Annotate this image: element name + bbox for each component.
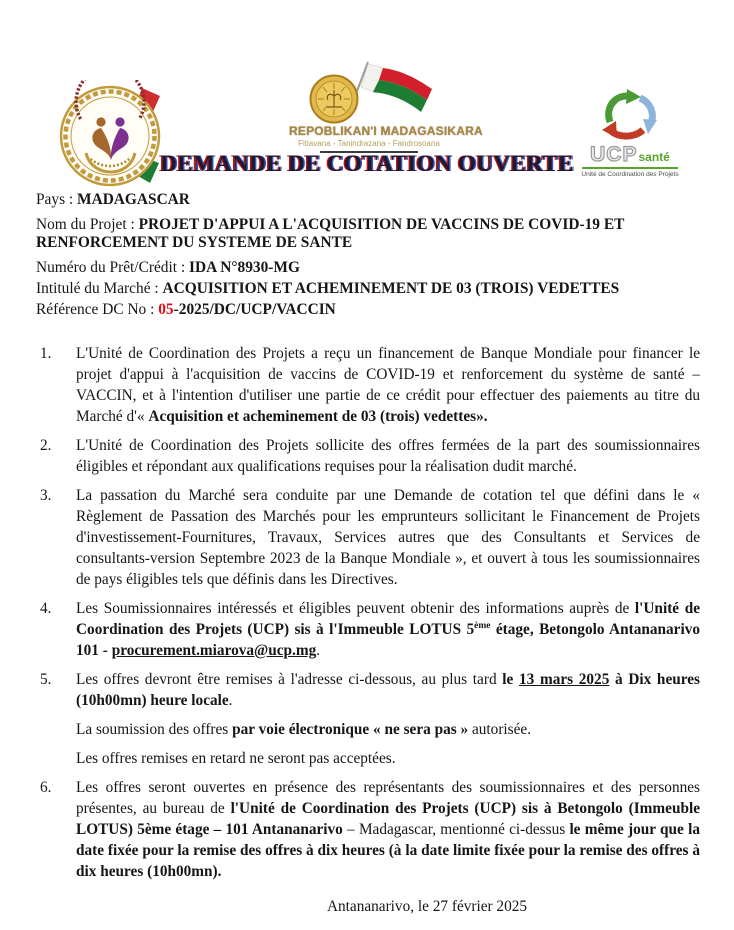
text-segment: Les Soumissionnaires intéressés et éligibles peuvent obtenir des informations auprès de (76, 600, 635, 617)
paragraph (40, 485, 700, 590)
text-segment: La soumission des offres (76, 721, 233, 738)
madagascar-seal-logo (289, 60, 483, 153)
text-segment: ACQUISITION ET ACHEMINEMENT DE 03 (TROIS) VEDETTES (162, 280, 620, 297)
paragraph-number: 6. (40, 779, 52, 796)
paragraph (40, 777, 700, 882)
ucp-acronym: UCP (590, 143, 638, 166)
text-segment: Les offres seront ouvertes en présence des représentants des soumissionnaires et des personnes présentes, au bureau de (76, 779, 700, 817)
text-segment: l'Unité de Coordination des Projets (UCP) sis à l'Immeuble LOTUS 5 (76, 600, 700, 638)
paragraph-text (76, 777, 700, 882)
text-segment: étage, Betongolo Antananarivo 101 - (76, 621, 701, 659)
paragraph-number: 1. (40, 345, 52, 362)
email-link[interactable]: procurement.miarova@ucp.mg (111, 642, 317, 659)
text-segment: le (502, 671, 519, 688)
paragraph-number: 3. (40, 487, 52, 504)
document-title: DEMANDE DE COTATION OUVERTE (160, 151, 574, 176)
text-segment: La passation du Marché sera conduite par une Demande de cotation tel que défini dans le « Règlement de Passation des Marchés pour les emprunteurs sollicitant le Financement de Projets d'investissement-Fournitures, Travaux, Services autres que des Consultants et Services de consultants-version Septembre 2023 de la Banque Mondiale », et ouvert à tous les soumissionnaires de pays éligibles tels que définis dans les Directives. (76, 487, 700, 588)
paragraph (40, 435, 700, 477)
ucp-sante-label: santé (638, 150, 670, 164)
country-name: REPOBLIKAN'I MADAGASIKARA (289, 124, 483, 138)
text-segment: Nom du Projet : (36, 216, 139, 233)
meta-line (36, 280, 704, 298)
text-segment: L'Unité de Coordination des Projets a reçu un financement de Banque Mondiale pour financer le projet d'appui à l'acquisition de vaccins de COVID-19 et renforcement du système de santé – VACCIN, et à l'intention d'utiliser une partie de ce crédit pour effectuer des paiements au titre du Marché d'« (76, 345, 700, 425)
paragraph-text (76, 598, 700, 661)
ucp-caption: Unité de Coordination des Projets (581, 171, 679, 178)
text-segment: Numéro du Prêt/Crédit : (36, 259, 190, 276)
text-segment: à Dix heures (10h00mn) heure locale (76, 671, 700, 709)
country-motto: Fitiavana - Tanindrazana - Fandrosoana (298, 139, 440, 148)
paragraph-text (76, 435, 700, 477)
paragraph (40, 719, 700, 740)
text-segment: l'Unité de Coordination des Projets (UCP) sis à Betongolo (Immeuble LOTUS) 5ème étage – 101 Antananarivo (76, 800, 700, 838)
text-segment: . (316, 642, 321, 659)
meta-line (36, 301, 704, 319)
paragraph-number: 5. (40, 671, 52, 688)
text-segment: Pays : (36, 191, 78, 208)
paragraph-text (76, 343, 700, 427)
meta-line (36, 216, 704, 252)
text-segment: Intitulé du Marché : (36, 280, 163, 297)
text-segment: 13 mars 2025 (518, 671, 610, 688)
meta-line (36, 191, 704, 209)
paragraph-number: 2. (40, 437, 52, 454)
text-segment: L'Unité de Coordination des Projets sollicite des offres fermées de la part des soumissionnaires éligibles et répondant aux qualifications requises pour la réalisation dudit marché. (76, 437, 700, 475)
text-segment: le même jour que la date fixée pour la remise des offres à dix heures (à la date limite fixée pour la remise des offres à dix heures (10h00mn). (76, 821, 700, 880)
paragraph-number (40, 719, 76, 740)
text-segment: PROJET D'APPUI A L'ACQUISITION DE VACCINS DE COVID-19 ET RENFORCEMENT DU SYSTEME DE SANTE (36, 216, 625, 251)
text-segment: Acquisition et acheminement de 03 (trois) vedettes». (148, 408, 488, 425)
paragraph (40, 343, 700, 427)
paragraph-number (40, 748, 76, 769)
paragraph (40, 748, 700, 769)
paragraph (40, 669, 700, 711)
text-segment: par voie électronique « ne sera pas » (232, 721, 469, 738)
paragraph (40, 598, 700, 661)
madagascar-seal-icon (294, 60, 444, 124)
text-segment: – Madagascar, mentionné ci-dessus (342, 821, 570, 838)
paragraph-number: 4. (40, 600, 52, 617)
meta-list (36, 191, 704, 319)
paragraph-text (76, 485, 700, 590)
text-segment: ème (474, 620, 491, 631)
paragraph-text (76, 719, 700, 740)
paragraph-list (40, 343, 700, 882)
paragraph-text (76, 748, 700, 769)
text-segment: . (228, 692, 233, 709)
text-segment: -2025/DC/UCP/VACCIN (173, 301, 336, 318)
ucp-cycle-arrows-icon (578, 88, 682, 140)
meta-line (36, 259, 704, 277)
text-segment: Les offres devront être remises à l'adresse ci-dessous, au plus tard (76, 671, 503, 688)
text-segment: Référence DC No : (36, 301, 159, 318)
footer-date: Antananarivo, le 27 février 2025 (326, 898, 528, 915)
text-segment: 05 (158, 301, 174, 318)
text-segment: autorisée. (468, 721, 532, 738)
text-segment: IDA N°8930-MG (189, 259, 300, 276)
paragraph-text (76, 669, 700, 711)
text-segment: Les offres remises en retard ne seront pas acceptées. (76, 750, 396, 767)
document-header (0, 0, 734, 191)
text-segment: MADAGASCAR (77, 191, 190, 208)
